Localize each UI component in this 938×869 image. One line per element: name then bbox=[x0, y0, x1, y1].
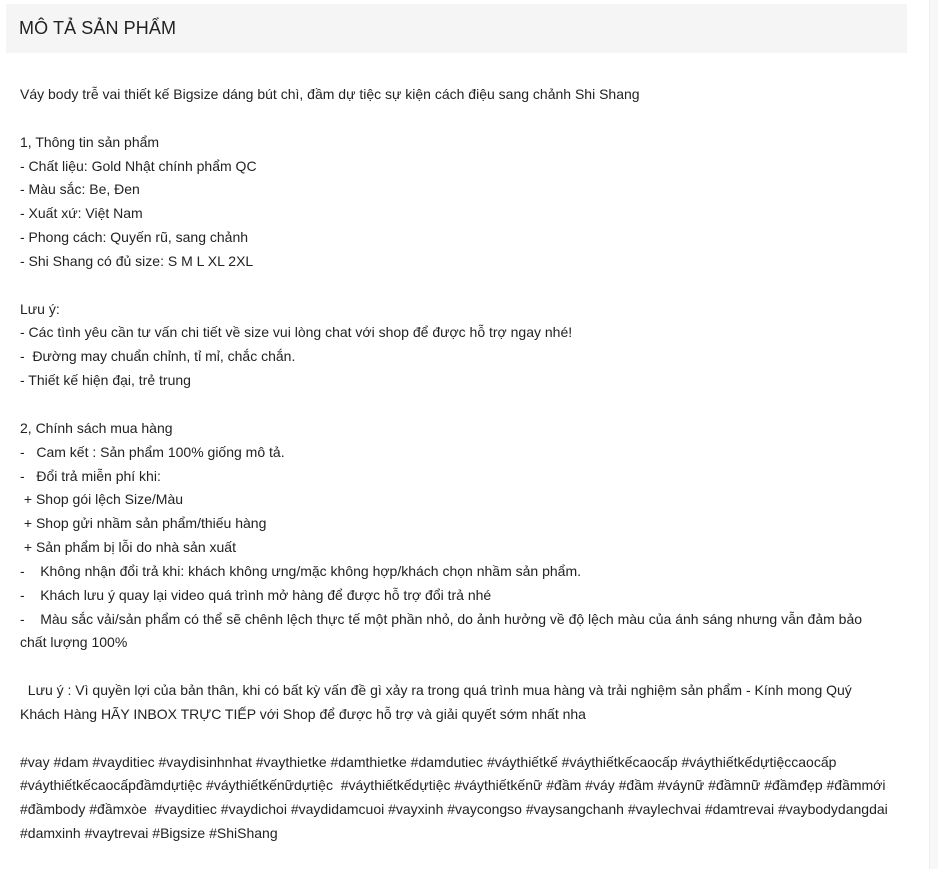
product-description-header bbox=[6, 4, 907, 53]
section-title: MÔ TẢ SẢN PHẨM bbox=[19, 18, 177, 38]
description-line bbox=[20, 274, 890, 298]
product-description-body bbox=[20, 83, 890, 846]
description-line: - Thiết kế hiện đại, trẻ trung bbox=[20, 372, 191, 389]
description-line: - Màu sắc: Be, Đen bbox=[20, 181, 140, 198]
description-line: 2, Chính sách mua hàng bbox=[20, 419, 173, 436]
description-line: - Phong cách: Quyến rũ, sang chảnh bbox=[20, 229, 249, 246]
description-line: - Shi Shang có đủ size: S M L XL 2XL bbox=[20, 252, 254, 269]
description-line bbox=[20, 727, 890, 751]
description-line: - Chất liệu: Gold Nhật chính phẩm QC bbox=[20, 157, 257, 174]
description-line: - Không nhận đổi trả khi: khách không ưng/mặc không hợp/khách chọn nhầm sản phẩm. bbox=[20, 562, 582, 579]
description-line: - Xuất xứ: Việt Nam bbox=[20, 205, 143, 222]
description-line: + Shop gửi nhầm sản phẩm/thiếu hàng bbox=[20, 515, 267, 532]
description-line: + Shop gói lệch Size/Màu bbox=[20, 491, 184, 508]
description-line bbox=[20, 393, 890, 417]
description-line: Lưu ý: bbox=[20, 300, 60, 317]
description-line: 1, Thông tin sản phẩm bbox=[20, 133, 160, 150]
description-line: - Cam kết : Sản phẩm 100% giống mô tả. bbox=[20, 443, 285, 460]
description-line bbox=[20, 107, 890, 131]
hashtags: #vay #dam #vayditiec #vaydisinhnhat #vaythietke #damthietke #damdutiec #váythiếtkế #váythiếtkếcaocấp #váythiếtkếdựtiệccaocấp #váythiếtkếcaocấpđầmdựtiệc #váythiếtkếnữdựtiệc #váythiếtkếdựtiệc #váythiếtkếnữ #đầm #váy #đầm #váynữ #đầmnữ #đầmđẹp #đầmmới #đầmbody #đầmxòe #vayditiec #vaydichoi #vaydidamcuoi #vayxinh #vaycongso #vaysangchanh #vaylechvai #damtrevai #vaybodydangdai #damxinh #vaytrevai #Bigsize #ShiShang bbox=[20, 753, 892, 842]
description-line: - Các tình yêu cần tư vấn chi tiết về size vui lòng chat với shop để được hỗ trợ ngay nhé! bbox=[20, 324, 573, 341]
description-line: - Màu sắc vải/sản phẩm có thể sẽ chênh lệch thực tế một phần nhỏ, do ảnh hưởng về độ lệch màu của ánh sáng nhưng vẫn đảm bảo chất lượng 100% bbox=[20, 610, 866, 651]
description-line: - Đường may chuẩn chỉnh, tỉ mỉ, chắc chắn. bbox=[20, 348, 296, 365]
description-line: + Sản phẩm bị lỗi do nhà sản xuất bbox=[20, 539, 236, 556]
page-scrollbar[interactable] bbox=[929, 0, 938, 869]
description-line: - Khách lưu ý quay lại video quá trình mở hàng để được hỗ trợ đổi trả nhé bbox=[20, 586, 492, 603]
description-line: - Đổi trả miễn phí khi: bbox=[20, 467, 161, 484]
description-line: Váy body trễ vai thiết kế Bigsize dáng bút chì, đầm dự tiệc sự kiện cách điệu sang chảnh Shi Shang bbox=[20, 86, 640, 102]
description-line bbox=[20, 655, 890, 679]
description-line: Lưu ý : Vì quyền lợi của bản thân, khi có bất kỳ vấn đề gì xảy ra trong quá trình mua hàng và trải nghiệm sản phẩm - Kính mong Quý Khách Hàng HÃY INBOX TRỰC TIẾP với Shop để được hỗ trợ và giải quyết sớm nhất nha bbox=[20, 682, 856, 722]
